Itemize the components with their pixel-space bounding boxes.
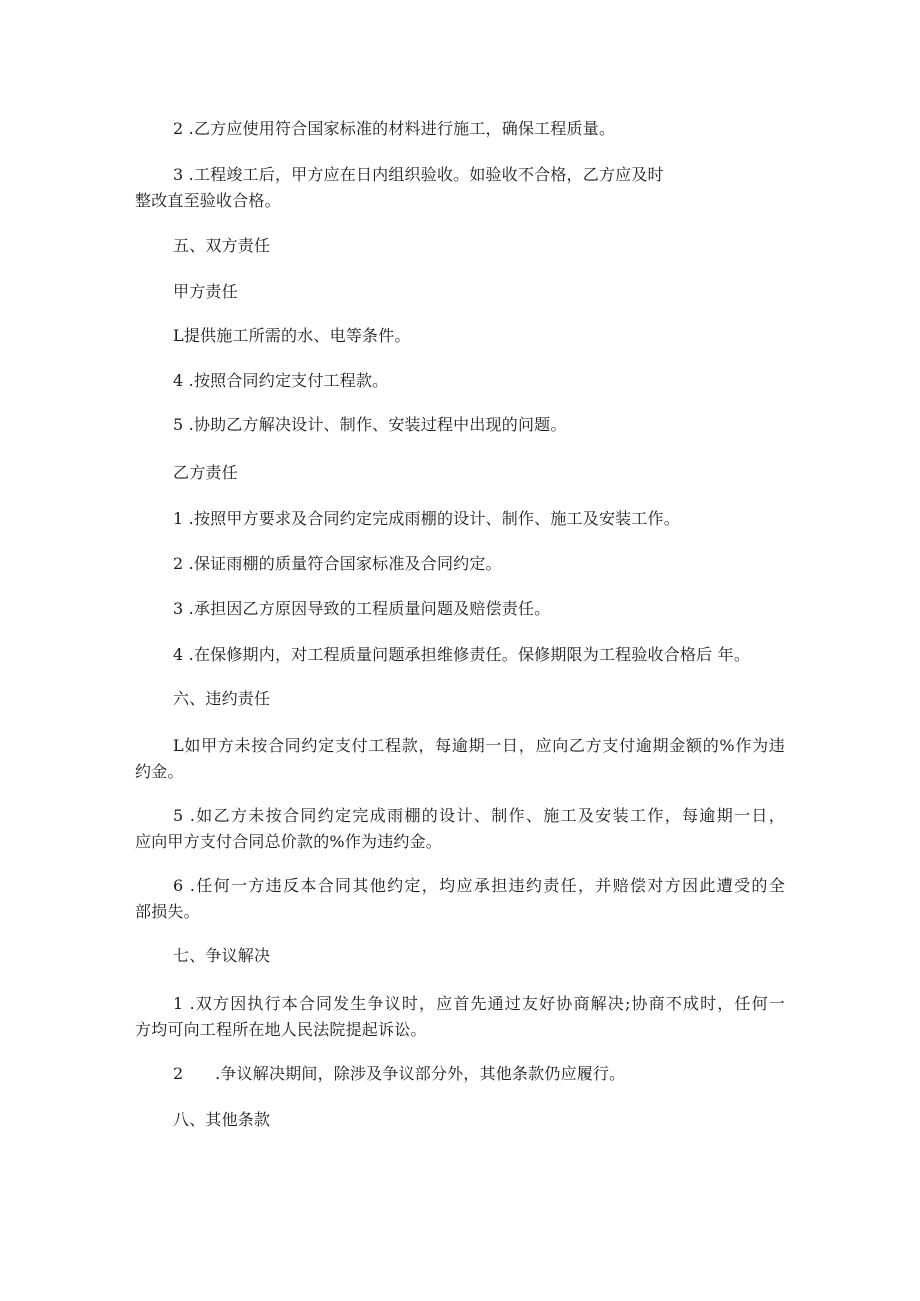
clause-2-materials: 2 .乙方应使用符合国家标准的材料进行施工，确保工程质量。 <box>173 119 616 138</box>
section-8-heading: 八、其他条款 <box>173 1110 271 1129</box>
breach-5-line1: 5 .如乙方未按合同约定完成雨棚的设计、制作、施工及安装工作，每逾期一日， <box>173 806 785 825</box>
party-a-item-4: 4 .按照合同约定支付工程款。 <box>173 371 389 390</box>
dispute-2: 2 .争议解决期间，除涉及争议部分外，其他条款仍应履行。 <box>173 1064 626 1083</box>
section-5-heading: 五、双方责任 <box>173 236 271 255</box>
breach-1-line2: 约金。 <box>135 762 184 781</box>
section-7-heading: 七、争议解决 <box>173 946 271 965</box>
dispute-1-line2: 方均可向工程所在地人民法院提起诉讼。 <box>135 1020 427 1039</box>
clause-3-acceptance-line2: 整改直至验收合格。 <box>135 191 281 210</box>
party-b-item-2: 2 .保证雨棚的质量符合国家标准及合同约定。 <box>173 554 502 573</box>
breach-1-line1: L如甲方未按合同约定支付工程款，每逾期一日，应向乙方支付逾期金额的%作为违 <box>173 736 785 755</box>
clause-3-acceptance-line1: 3 .工程竣工后，甲方应在日内组织验收。如验收不合格，乙方应及时 <box>173 165 664 184</box>
section-6-heading: 六、违约责任 <box>173 689 271 708</box>
breach-5-line2: 应向甲方支付合同总价款的%作为违约金。 <box>135 832 443 851</box>
party-a-item-5: 5 .协助乙方解决设计、制作、安装过程中出现的问题。 <box>173 415 567 434</box>
party-b-item-3: 3 .承担因乙方原因导致的工程质量问题及赔偿责任。 <box>173 599 551 618</box>
breach-6-line1: 6 .任何一方违反本合同其他约定，均应承担违约责任，并赔偿对方因此遭受的全 <box>173 876 785 895</box>
party-b-item-4: 4 .在保修期内，对工程质量问题承担维修责任。保修期限为工程验收合格后 年。 <box>173 645 751 664</box>
dispute-1-line1: 1 .双方因执行本合同发生争议时，应首先通过友好协商解决;协商不成时，任何一 <box>173 994 785 1013</box>
party-b-heading: 乙方责任 <box>173 463 238 482</box>
party-a-item-1: L提供施工所需的水、电等条件。 <box>173 326 411 345</box>
party-a-heading: 甲方责任 <box>173 282 238 301</box>
breach-6-line2: 部损失。 <box>135 902 200 921</box>
party-b-item-1: 1 .按照甲方要求及合同约定完成雨棚的设计、制作、施工及安装工作。 <box>173 509 680 528</box>
